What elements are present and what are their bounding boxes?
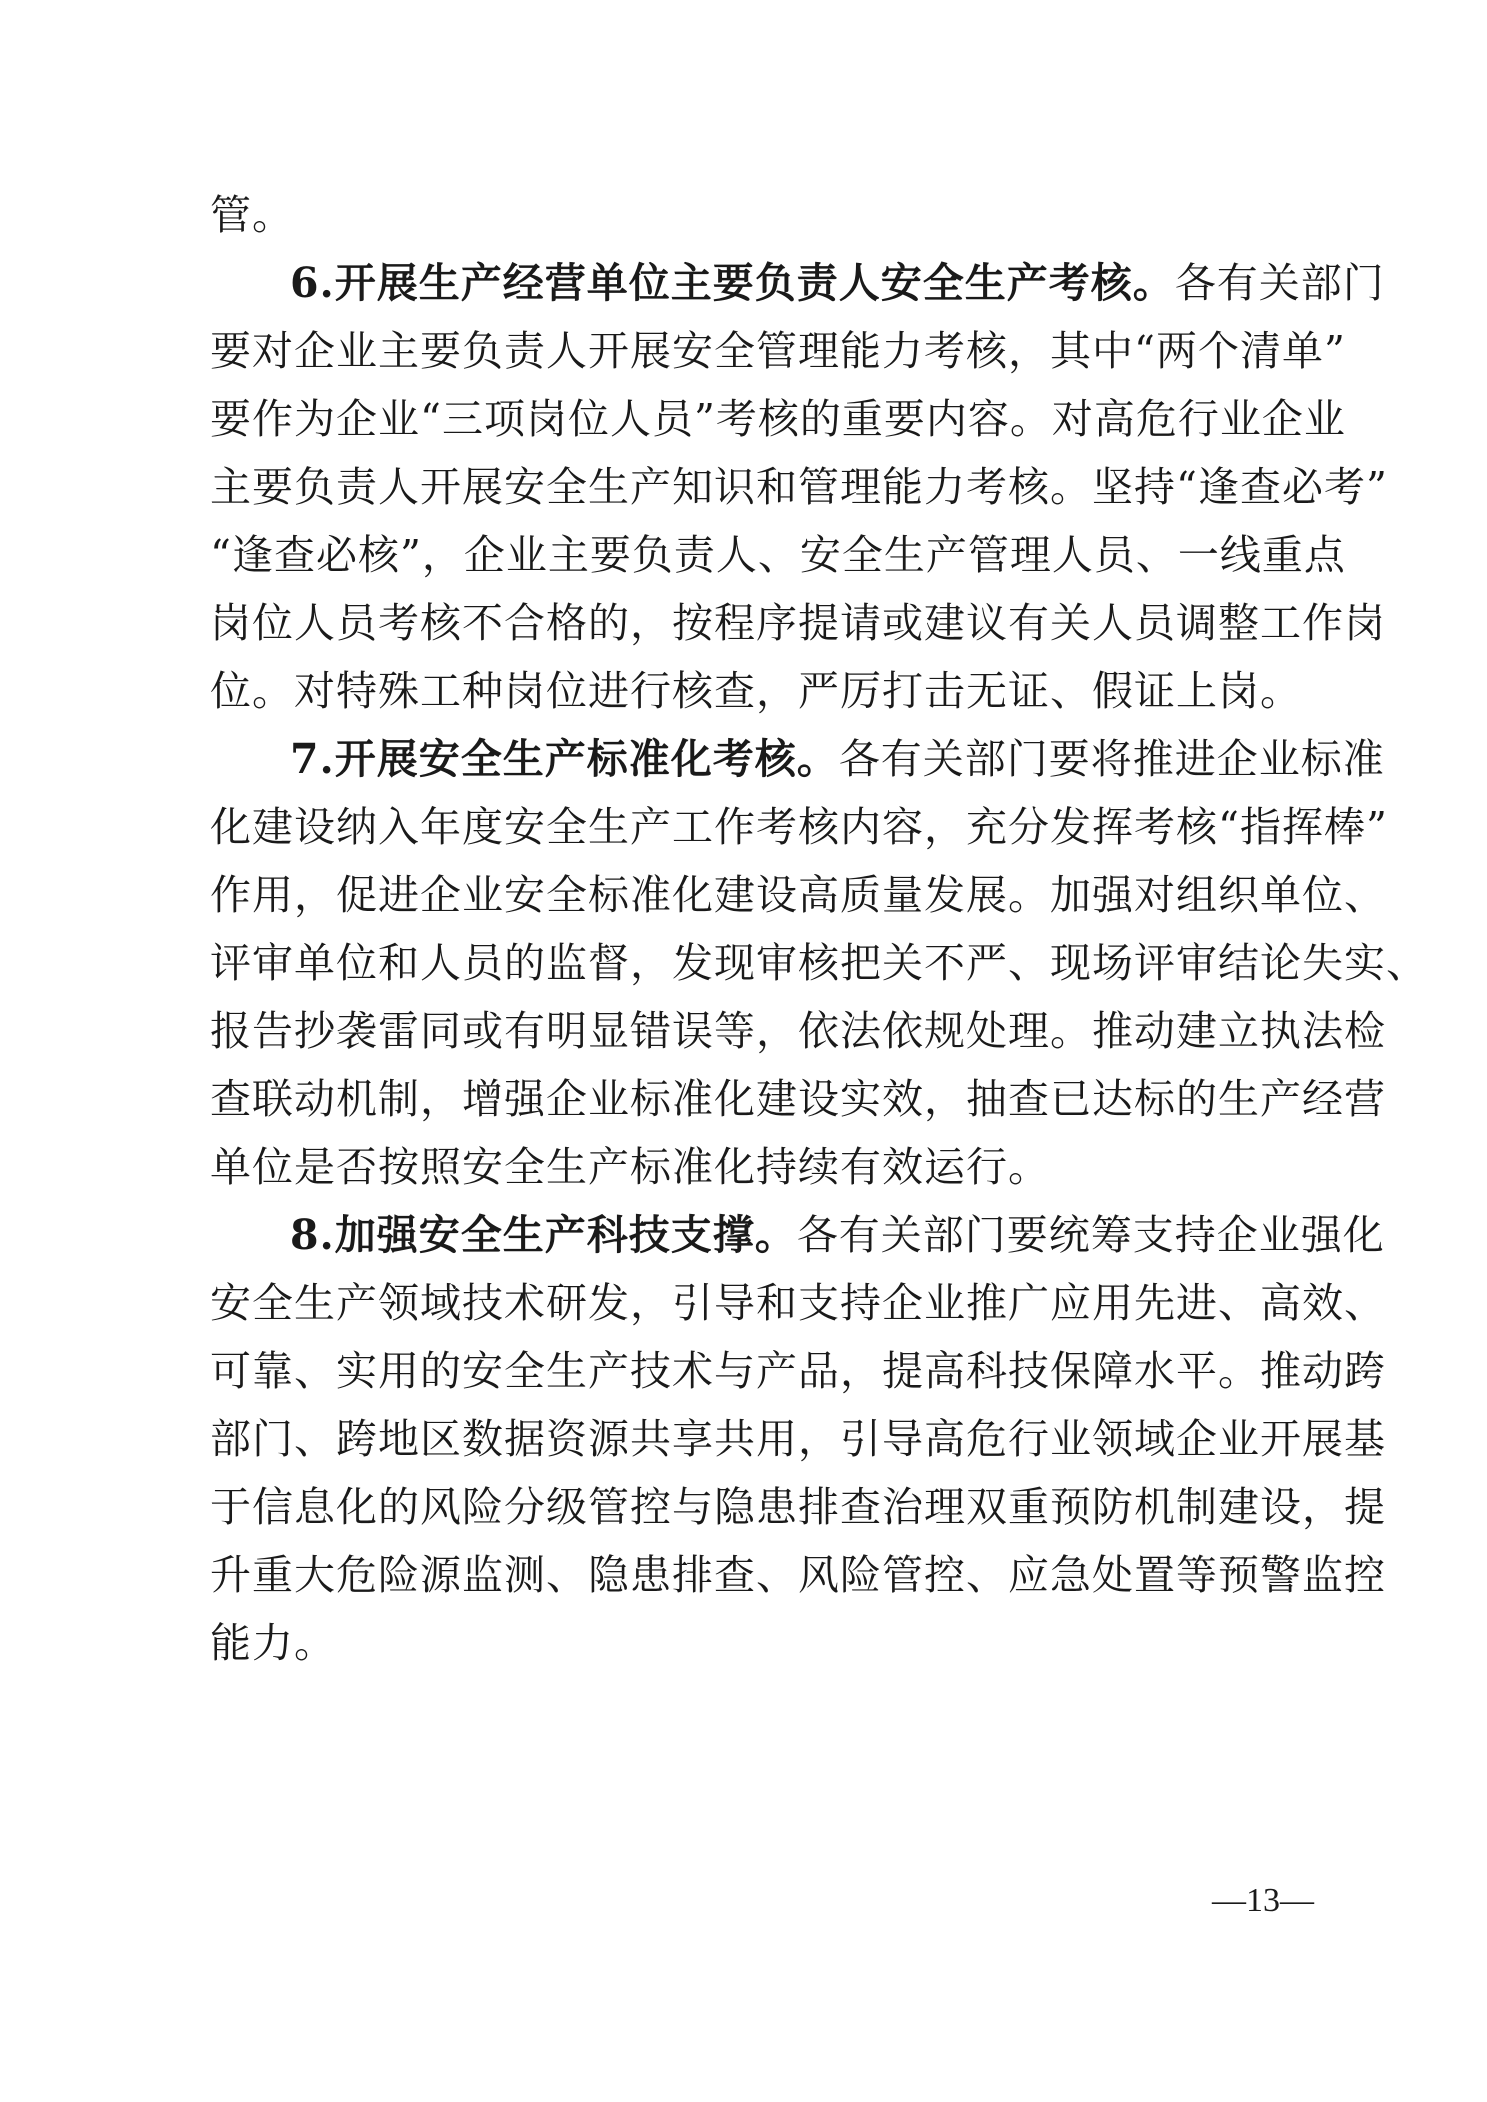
- text-line: [210, 1551, 1386, 1599]
- line-text: 各有关部门要统筹支持企业强化: [796, 1211, 1385, 1259]
- line-text: 管。: [210, 191, 294, 239]
- section-7-line: [290, 735, 1390, 783]
- text-line: [210, 1143, 1310, 1191]
- line-text: 要对企业主要负责人开展安全管理能力考核，其中“两个清单”: [210, 327, 1346, 375]
- text-line: [210, 939, 1428, 987]
- line-text: 各有关部门: [1174, 259, 1385, 307]
- section-heading: 8.加强安全生产科技支撑。: [290, 1211, 797, 1259]
- text-line: [210, 1075, 1386, 1123]
- text-line: [210, 1279, 1386, 1327]
- section-heading: 6.开展生产经营单位主要负责人安全生产考核。: [290, 259, 1175, 307]
- line-text: 查联动机制，增强企业标准化建设实效，抽查已达标的生产经营: [210, 1075, 1386, 1123]
- line-text: 报告抄袭雷同或有明显错误等，依法依规处理。推动建立执法检: [210, 1007, 1386, 1055]
- page-number: —13—: [1212, 1882, 1314, 1919]
- line-text: 各有关部门要将推进企业标准: [838, 735, 1385, 783]
- text-line: [210, 803, 1388, 851]
- line-text: 评审单位和人员的监督，发现审核把关不严、现场评审结论失实、: [210, 939, 1428, 987]
- line-text: 安全生产领域技术研发，引导和支持企业推广应用先进、高效、: [210, 1279, 1386, 1327]
- text-line: [210, 1483, 1386, 1531]
- section-8-line: [290, 1211, 1390, 1259]
- line-text: 岗位人员考核不合格的，按程序提请或建议有关人员调整工作岗: [210, 599, 1386, 647]
- text-line: [210, 327, 1346, 375]
- section-heading: 7.开展安全生产标准化考核。: [290, 735, 839, 783]
- line-text: 位。对特殊工种岗位进行核查，严厉打击无证、假证上岗。: [210, 667, 1302, 715]
- line-text: 化建设纳入年度安全生产工作考核内容，充分发挥考核“指挥棒”: [210, 803, 1388, 851]
- line-text: 可靠、实用的安全生产技术与产品，提高科技保障水平。推动跨: [210, 1347, 1386, 1395]
- text-line: [210, 599, 1386, 647]
- line-text: “逢查必核”，企业主要负责人、安全生产管理人员、一线重点: [210, 531, 1346, 579]
- line-text: 于信息化的风险分级管控与隐患排查治理双重预防机制建设，提: [210, 1483, 1386, 1531]
- section-6-line: [290, 259, 1390, 307]
- line-text: 能力。: [210, 1619, 336, 1667]
- line-text: 作用，促进企业安全标准化建设高质量发展。加强对组织单位、: [210, 871, 1386, 919]
- line-text: 部门、跨地区数据资源共享共用，引导高危行业领域企业开展基: [210, 1415, 1386, 1463]
- text-line: [210, 871, 1386, 919]
- text-line: [210, 1007, 1386, 1055]
- line-text: 要作为企业“三项岗位人员”考核的重要内容。对高危行业企业: [210, 395, 1346, 443]
- text-line: [210, 1415, 1386, 1463]
- line-text: 升重大危险源监测、隐患排查、风险管控、应急处置等预警监控: [210, 1551, 1386, 1599]
- text-line: [210, 463, 1388, 511]
- text-line: [210, 191, 1310, 239]
- line-text: 主要负责人开展安全生产知识和管理能力考核。坚持“逢查必考”: [210, 463, 1388, 511]
- text-line: [210, 1619, 1310, 1667]
- text-line: [210, 1347, 1386, 1395]
- text-line: [210, 531, 1346, 579]
- text-line: [210, 395, 1346, 443]
- line-text: 单位是否按照安全生产标准化持续有效运行。: [210, 1143, 1050, 1191]
- text-line: [210, 667, 1310, 715]
